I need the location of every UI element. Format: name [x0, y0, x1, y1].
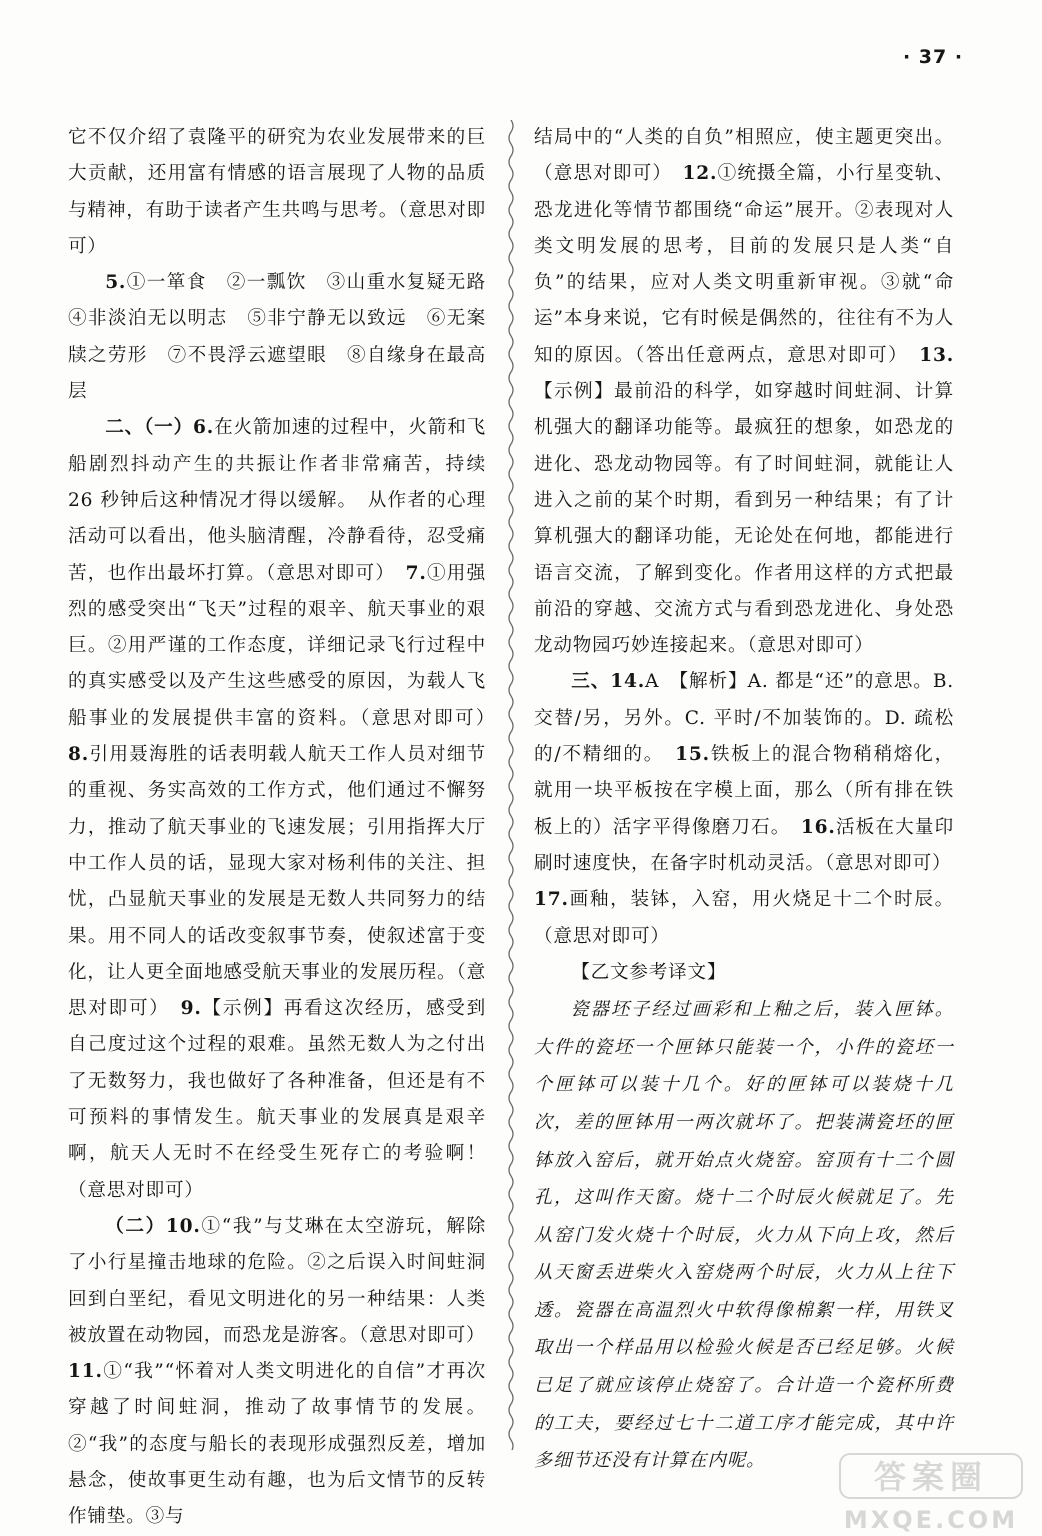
- answer-text: ①一箪食 ②一瓢饮 ③山重水复疑无路 ④非淡泊无以明志 ⑤非宁静无以致远 ⑥无案牍之劳形 ⑦不畏浮云遮望眼 ⑧自缘身在最高层: [68, 272, 506, 403]
- answer-text: ①统摄全篇，小行星变轨、恐龙进化等情节都围绕“命运”展开。②表现对人类文明发展的思考，目前的发展只是人类“自负”的结果，应对人类文明重新审视。③就“命运”本身来说，它有时候是偶然的，往往有不为人知的原因。（答出任意两点，意思对即可）: [534, 163, 954, 366]
- question-number: 12.: [682, 163, 718, 185]
- answer-text: ①用强烈的感受突出“飞天”过程的艰辛、航天事业的艰巨。②用严谨的工作态度，详细记录飞行过程中的真实感受以及产生这些感受的原因，为载人飞船事业的发展提供丰富的资料。（意思对即可）: [68, 562, 506, 729]
- column-divider: [506, 120, 516, 1450]
- question-number: 9.: [180, 998, 202, 1020]
- answer-text: 画釉，装钵，入窑，用火烧足十二个时辰。（意思对即可）: [534, 889, 954, 947]
- question-number: 6.: [193, 417, 215, 439]
- question-number: 5.: [105, 272, 127, 294]
- answer-14-16: [534, 664, 954, 882]
- watermark-bottom-text: MXQE.COM: [843, 1506, 1019, 1534]
- answer-11: [68, 1354, 486, 1535]
- answer-text: 铁板上的混合物稍稍熔化，就用一块平板按在字模上面，那么（所有排在铁板上的）活字平得像磨刀石。: [534, 744, 954, 838]
- answer-text: 引用聂海胜的话表明载人航天工作人员对细节的重视、务实高效的工作方式，他们通过不懈努力，推动了航天事业的飞速发展；引用指挥大厅中工作人员的话，显现大家对杨利伟的关注、担忧，凸显航天事业的发展是无数人共同努力的结果。用不同人的话改变叙事节奏，使叙述富于变化，让人更全面地感受航天事业的发展历程。（意思对即可）: [68, 744, 486, 1020]
- left-column: [68, 120, 506, 1536]
- question-number: 17.: [534, 889, 569, 911]
- answer-text: 结局中的“人类的自负”相照应，使主题更突出。（意思对即可）: [534, 127, 954, 185]
- answer-text: ①“我”“怀着对人类文明进化的自信”才再次穿越了时间蛀洞，推动了故事情节的发展。②“我”的态度与船长的表现形成强烈反差，增加悬念，使故事更生动有趣，也为后文情节的反转作铺垫。③与: [68, 1361, 486, 1528]
- watermark-top-text: 答案圈: [873, 1458, 989, 1496]
- section-label: 三、: [571, 671, 611, 693]
- section-label: （二）: [105, 1215, 166, 1237]
- question-number: 14.: [610, 671, 645, 693]
- answer-text: ①“我”与艾琳在太空游玩，解除了小行星撞击地球的危险。②之后误入时间蛀洞回到白垩纪，看见文明进化的另一种结果：人类被放置在动物园，而恐龙是游客。（意思对即可）: [68, 1215, 487, 1346]
- answer-17: [534, 882, 954, 955]
- question-number: 10.: [165, 1215, 201, 1237]
- answer-text: 【示例】再看这次经历，感受到自己度过这个过程的艰难。虽然无数人为之付出了无数努力，我也做好了各种准备，但还是有不可预料的事情发生。航天事业的发展真是艰辛啊，航天人无时不在经受生死存亡的考验啊！（意思对即可）: [68, 998, 486, 1201]
- question-number: 13.: [919, 344, 954, 366]
- paragraph: 它不仅介绍了袁隆平的研究为农业发展带来的巨大贡献，还用富有情感的语言展现了人物的品质与精神，有助于读者产生共鸣与思考。（意思对即可）: [68, 127, 486, 257]
- right-column: [534, 120, 954, 1480]
- question-number: 7.: [405, 562, 427, 584]
- answer-text: 【示例】最前沿的科学，如穿越时间蛀洞、计算机强大的翻译功能等。最疯狂的想象，如恐龙的进化、恐龙动物园等。有了时间蛀洞，就能让人进入之前的某个时期，看到另一种结果；有了计算机强大的翻译功能，无论处在何地，都能进行语言交流，了解到变化。作者用这样的方式把最前沿的穿越、交流方式与看到恐龙进化、身处恐龙动物园巧妙连接起来。（意思对即可）: [534, 381, 954, 657]
- section-label: 二、（一）: [105, 417, 194, 439]
- answer-text: 在火箭加速的过程中，火箭和飞船剧烈抖动产生的共振让作者非常痛苦，持续 26 秒钟后这种情况才得以缓解。 从作者的心理活动可以看出，他头脑清醒，冷静看待，忍受痛苦，也作出最坏打算。（意思对即可）: [68, 417, 487, 584]
- page-number: · 37 ·: [902, 46, 964, 68]
- translation-title: 【乙文参考译文】: [571, 961, 727, 983]
- watermark-logo: [836, 1450, 1026, 1536]
- translation-text: 瓷器坯子经过画彩和上釉之后，装入匣钵。大件的瓷坯一个匣钵只能装一个，小件的瓷坯一个匣钵可以装十几个。好的匣钵可以装烧十几次，差的匣钵用一两次就坏了。把装满瓷坯的匣钵放入窑后，就开始点火烧窑。窑顶有十二个圆孔，这叫作天窗。烧十二个时辰火候就足了。先从窑门发火烧十个时辰，火力从下向上攻，然后从天窗丢进柴火入窑烧两个时辰，火力从上往下透。瓷器在高温烈火中软得像棉絮一样，用铁叉取出一个样品用以检验火候是否已经足够。火候已足了就应该停止烧窑了。合计造一个瓷杯所费的工夫，要经过七十二道工序才能完成，其中许多细节还没有计算在内呢。: [534, 999, 954, 1472]
- answer-text: A 【解析】A. 都是“还”的意思。B. 交替/另，另外。C. 平时/不加装饰的。D. 疏松的/不精细的。: [534, 671, 954, 766]
- question-number: 8.: [68, 744, 90, 766]
- answer-6-9: [68, 410, 506, 1209]
- question-number: 16.: [800, 816, 836, 838]
- question-number: 11.: [68, 1361, 103, 1383]
- answer-5: [68, 265, 506, 410]
- answer-10: [68, 1209, 486, 1354]
- answer-12-13: [534, 120, 954, 664]
- answer-text: 活板在大量印刷时速度快，在备字时机动灵活。（意思对即可）: [534, 816, 954, 874]
- question-number: 15.: [675, 744, 710, 766]
